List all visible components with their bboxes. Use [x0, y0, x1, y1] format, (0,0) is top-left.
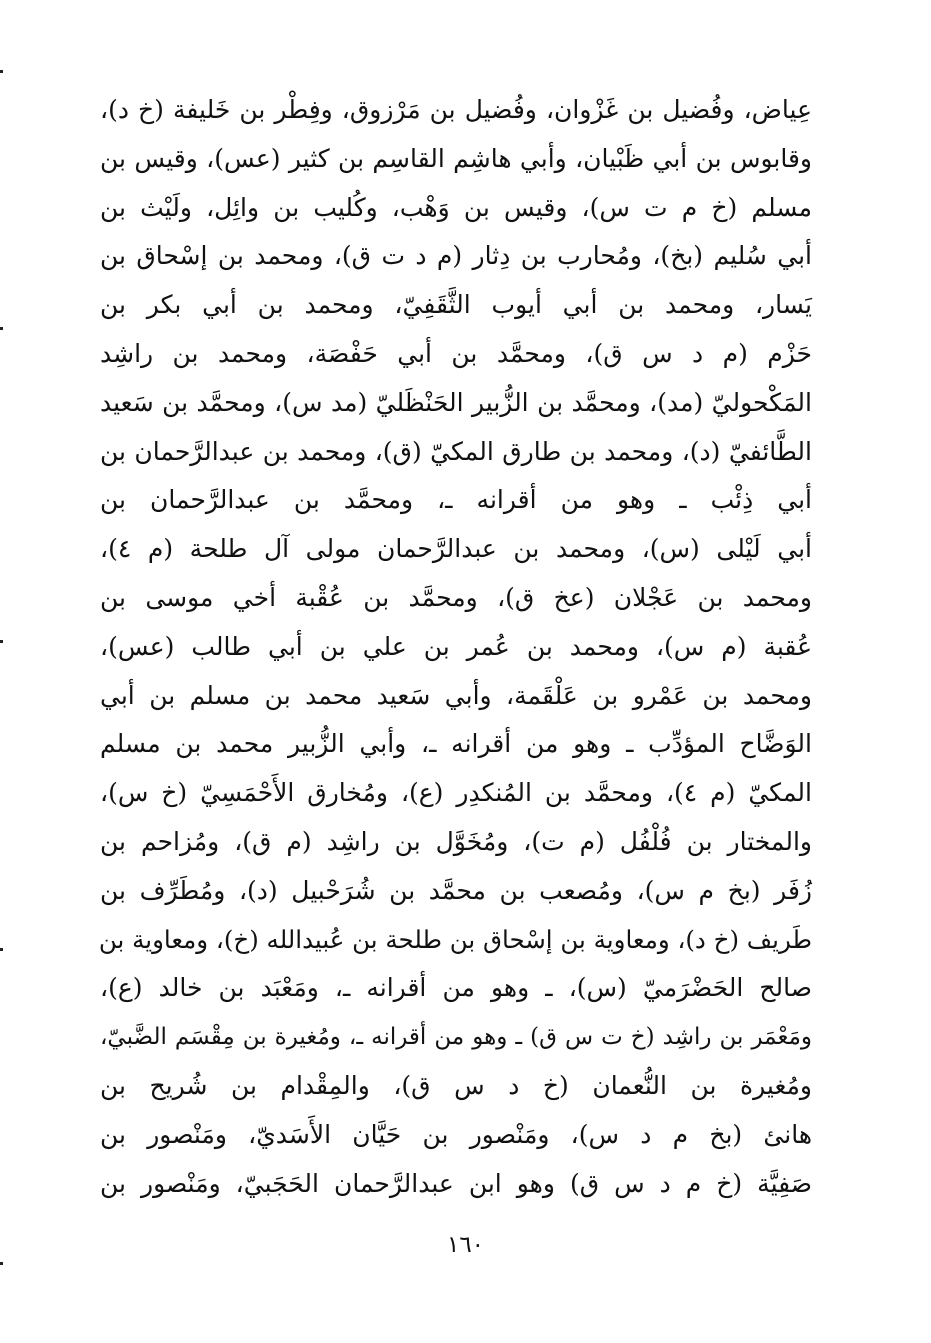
margin-mark [0, 327, 3, 330]
margin-mark [0, 70, 3, 73]
margin-mark [0, 948, 3, 951]
page-number: ١٦٠ [446, 1232, 485, 1258]
text-line: صَفِيَّة (خ م د س ق) وهو ابن عبدالرَّحمان الحَجَبيّ، ومَنْصور بن [100, 1168, 812, 1198]
text-line: الوَضَّاح المؤدِّب ـ وهو من أقرانه ـ، وأبي الزُّبير محمد بن مسلم [100, 729, 812, 759]
text-line: أبي سُليم (بخ)، ومُحارب بن دِثار (م د ت ق)، ومحمد بن إسْحاق بن [100, 241, 812, 271]
text-line: عُقبة (م س)، ومحمد بن عُمر بن علي بن أبي طالب (عس)، [100, 631, 812, 661]
text-line: والمختار بن فُلْفُل (م ت)، ومُخَوَّل بن راشِد (م ق)، ومُزاحم بن [100, 826, 812, 856]
text-line: المَكْحوليّ (مد)، ومحمَّد بن الزُّبير الحَنْظَليّ (مد س)، ومحمَّد بن سَعيد [100, 387, 812, 417]
text-line: ومحمد بن عَمْرو بن عَلْقَمة، وأبي سَعيد محمد بن مسلم بن أبي [100, 680, 812, 710]
text-line: وقابوس بن أبي ظَبْيان، وأبي هاشِم القاسِم بن كثير (عس)، وقيس بن [100, 143, 812, 173]
text-line: أبي ذِئْب ـ وهو من أقرانه ـ، ومحمَّد بن عبدالرَّحمان بن [100, 485, 812, 515]
text-line: مسلم (خ م ت س)، وقيس بن وَهْب، وكُليب بن وائِل، ولَيْث بن [100, 192, 812, 222]
body-text [100, 86, 812, 1208]
text-line: ومحمد بن عَجْلان (عخ ق)، ومحمَّد بن عُقْبة أخي موسى بن [100, 582, 812, 612]
text-line: ومَعْمَر بن راشِد (خ ت س ق) ـ وهو من أقرانه ـ، ومُغيرة بن مِقْسَم الضَّبيّ، [100, 1024, 812, 1051]
text-line: عِياض، وفُضيل بن غَزْوان، وفُضيل بن مَرْزوق، وفِطْر بن خَليفة (خ د)، [100, 95, 812, 124]
text-line: أبي لَيْلى (س)، ومحمد بن عبدالرَّحمان مولى آل طلحة (م ٤)، [100, 534, 812, 564]
text-line: هانئ (بخ م د س)، ومَنْصور بن حَيَّان الأَسَديّ، ومَنْصور بن [100, 1119, 812, 1149]
margin-mark [0, 1262, 3, 1265]
text-line: صالح الحَضْرَميّ (س)، ـ وهو من أقرانه ـ، ومَعْبَد بن خالد (ع)، [100, 973, 812, 1003]
text-line: الطَّائفيّ (د)، ومحمد بن طارق المكيّ (ق)، ومحمد بن عبدالرَّحمان بن [100, 436, 812, 466]
text-line: زُفَر (بخ م س)، ومُصعب بن محمَّد بن شُرَحْبيل (د)، ومُطَرِّف بن [100, 875, 812, 905]
margin-mark [0, 640, 3, 643]
text-line: المكيّ (م ٤)، ومحمَّد بن المُنكدِر (ع)، ومُخارق الأَحْمَسِيّ (خ س)، [100, 778, 812, 808]
text-line: حَزْم (م د س ق)، ومحمَّد بن أبي حَفْصَة، ومحمد بن راشِد [100, 338, 812, 368]
text-line: طَريف (خ د)، ومعاوية بن إسْحاق بن طلحة بن عُبيدالله (خ)، ومعاوية بن [98, 924, 812, 954]
text-line: يَسار، ومحمد بن أبي أيوب الثَّقَفِيّ، ومحمد بن أبي بكر بن [100, 290, 812, 320]
text-line: ومُغيرة بن النُّعمان (خ د س ق)، والمِقْدام بن شُريح بن [100, 1070, 812, 1100]
